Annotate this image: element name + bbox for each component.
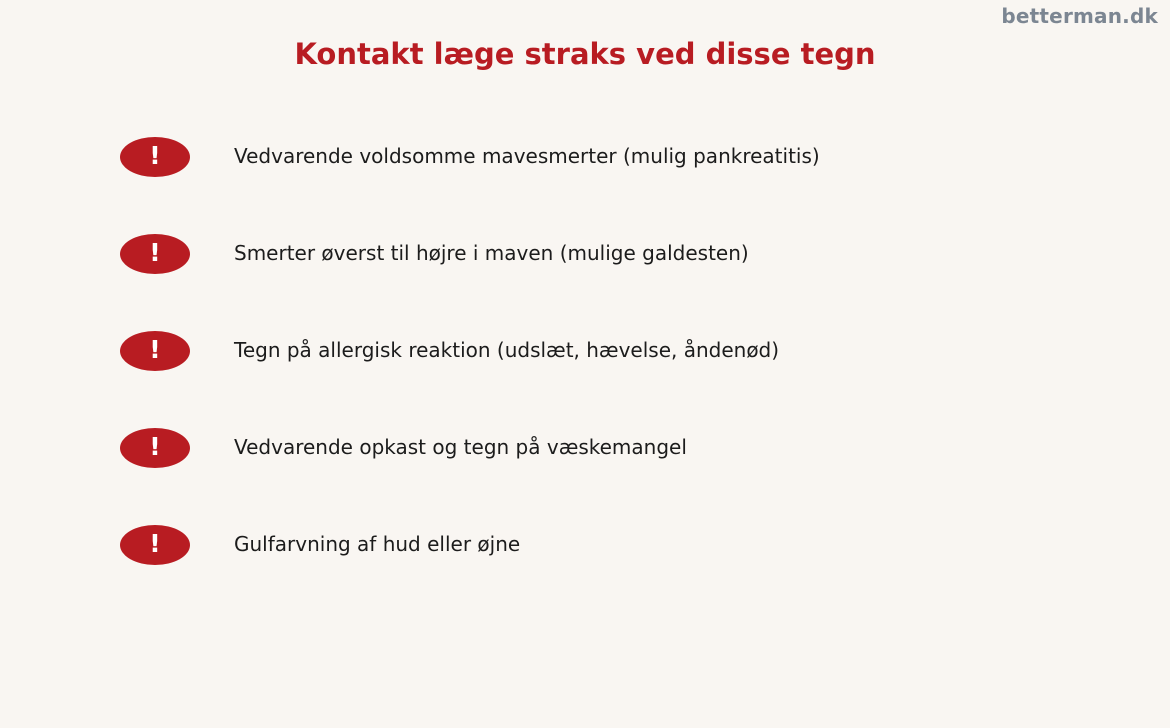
exclamation-mark: ! xyxy=(149,334,161,364)
exclamation-mark: ! xyxy=(149,140,161,170)
list-item xyxy=(120,525,1120,565)
exclamation-icon xyxy=(120,331,190,371)
list-item-label: Smerter øverst til højre i maven (mulige galdesten) xyxy=(234,241,749,265)
exclamation-icon xyxy=(120,234,190,274)
brand-watermark: betterman.dk xyxy=(1001,4,1158,28)
list-item xyxy=(120,234,1120,274)
page-title: Kontakt læge straks ved disse tegn xyxy=(294,37,876,71)
exclamation-icon xyxy=(120,428,190,468)
list-item-label: Tegn på allergisk reaktion (udslæt, hævelse, åndenød) xyxy=(234,338,780,362)
list-item xyxy=(120,331,1120,371)
list-item xyxy=(120,137,1120,177)
exclamation-mark: ! xyxy=(149,237,161,267)
exclamation-mark: ! xyxy=(149,528,161,558)
exclamation-icon xyxy=(120,525,190,565)
list-item xyxy=(120,428,1120,468)
list-item-label: Vedvarende opkast og tegn på væskemangel xyxy=(234,435,687,459)
exclamation-icon xyxy=(120,137,190,177)
list-item-label: Gulfarvning af hud eller øjne xyxy=(234,532,521,556)
exclamation-mark: ! xyxy=(149,431,161,461)
list-item-label: Vedvarende voldsomme mavesmerter (mulig pankreatitis) xyxy=(234,144,820,168)
